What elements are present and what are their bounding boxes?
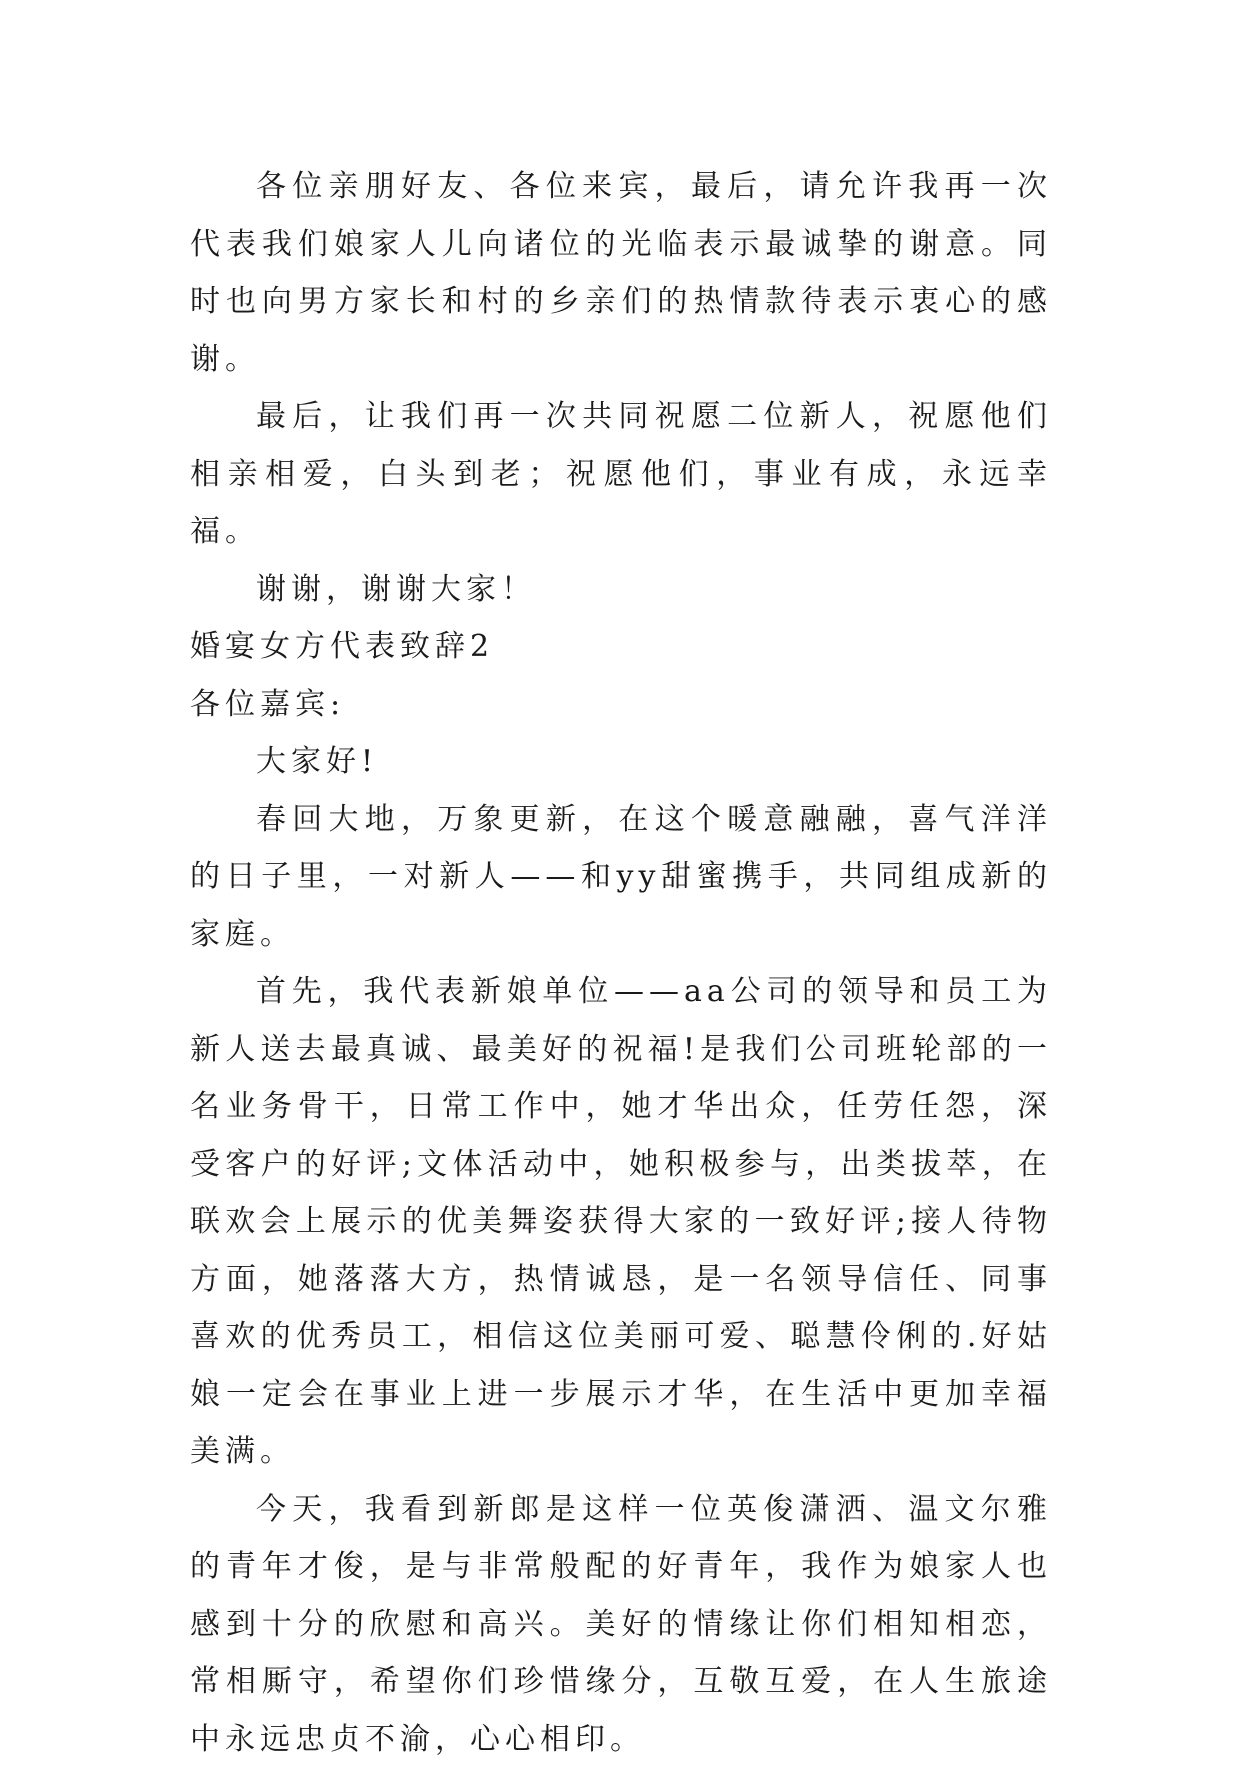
- paragraph-greeting: 大家好!: [190, 733, 1052, 791]
- paragraph-groom-praise: 今天，我看到新郎是这样一位英俊潇洒、温文尔雅的青年才俊，是与非常般配的好青年，我作为娘家人也感到十分的欣慰和高兴。美好的情缘让你们相知相恋，常相厮守，希望你们珍惜缘分，互敬互爱，在人生旅途中永远忠贞不渝，心心相印。: [190, 1481, 1052, 1768]
- paragraph-spring: 春回大地，万象更新，在这个暖意融融，喜气洋洋的日子里，一对新人——和yy甜蜜携手，共同组成新的家庭。: [190, 791, 1052, 964]
- paragraph-company-blessing: 首先，我代表新娘单位——aa公司的领导和员工为新人送去最真诚、最美好的祝福!是我们公司班轮部的一名业务骨干，日常工作中，她才华出众，任劳任怨，深受客户的好评;文体活动中，她积极参与，出类拔萃，在联欢会上展示的优美舞姿获得大家的一致好评;接人待物方面，她落落大方，热情诚恳，是一名领导信任、同事喜欢的优秀员工，相信这位美丽可爱、聪慧伶俐的.好姑娘一定会在事业上进一步展示才华，在生活中更加幸福美满。: [190, 963, 1052, 1481]
- section-heading: 婚宴女方代表致辞2: [190, 618, 1052, 676]
- salutation: 各位嘉宾:: [190, 676, 1052, 734]
- paragraph-blessing: 最后，让我们再一次共同祝愿二位新人，祝愿他们相亲相爱，白头到老；祝愿他们，事业有成，永远幸福。: [190, 388, 1052, 561]
- paragraph-thank-you: 谢谢，谢谢大家！: [190, 561, 1052, 619]
- document-body: [190, 158, 1052, 1768]
- paragraph-closing-thanks: 各位亲朋好友、各位来宾，最后，请允许我再一次代表我们娘家人儿向诸位的光临表示最诚挚的谢意。同时也向男方家长和村的乡亲们的热情款待表示衷心的感谢。: [190, 158, 1052, 388]
